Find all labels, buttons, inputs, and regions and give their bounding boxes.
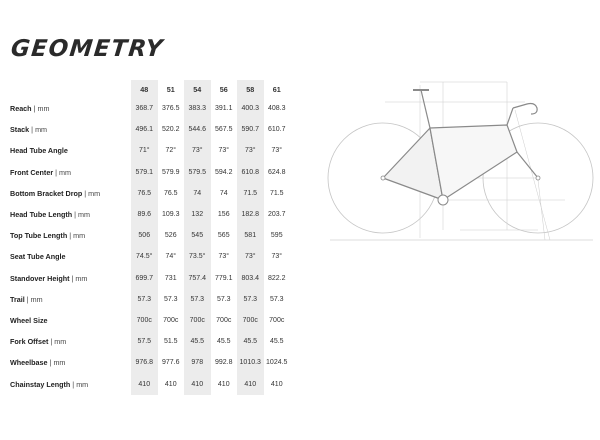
geometry-row [10, 162, 290, 183]
geometry-row [10, 119, 290, 140]
row-label [10, 268, 131, 289]
geometry-value: 700c [163, 316, 179, 324]
row-label-text: Trail [10, 294, 25, 304]
row-unit: mm [59, 167, 71, 177]
row-label [10, 119, 131, 140]
geometry-value: 368.7 [131, 98, 158, 119]
row-unit: mm [54, 337, 67, 347]
row-label [10, 352, 131, 373]
geometry-value: 156 [217, 211, 230, 219]
geometry-row [10, 204, 290, 225]
geometry-value: 567.5 [214, 126, 233, 134]
geometry-value: 408.3 [267, 105, 286, 113]
geometry-value: 410 [184, 373, 211, 394]
geometry-value: 822.2 [267, 274, 286, 282]
geometry-value: 581 [237, 225, 264, 246]
page-title: GEOMETRY [9, 36, 166, 62]
geometry-value: 757.4 [184, 268, 211, 289]
geometry-value: 73° [218, 147, 230, 155]
geometry-value: 89.6 [131, 204, 158, 225]
size-header: 54 [184, 80, 211, 98]
geometry-value: 109.3 [161, 211, 180, 219]
geometry-value: 376.5 [161, 105, 180, 113]
geometry-row [10, 225, 290, 246]
row-unit: mm [35, 125, 48, 135]
row-unit: mm [78, 210, 91, 220]
row-label-text: Wheel Size [10, 315, 48, 325]
geometry-value: 699.7 [131, 268, 158, 289]
size-header: 48 [131, 80, 158, 98]
geometry-value: 544.6 [184, 119, 211, 140]
row-label [10, 140, 131, 161]
geometry-value: 410 [237, 373, 264, 394]
row-label [10, 310, 131, 331]
geometry-value: 45.5 [184, 331, 211, 352]
geometry-value: 72° [165, 147, 177, 155]
geometry-value: 391.1 [214, 105, 233, 113]
geometry-value: 610.7 [267, 126, 286, 134]
geometry-value: 978 [184, 352, 211, 373]
size-header: 58 [237, 80, 264, 98]
geometry-value: 57.3 [163, 295, 178, 303]
geometry-value: 520.2 [161, 126, 180, 134]
geometry-value: 506 [131, 225, 158, 246]
geometry-row [10, 98, 290, 119]
geometry-value: 76.5 [163, 189, 178, 197]
row-label [10, 98, 131, 119]
geometry-value: 803.4 [237, 268, 264, 289]
geometry-row [10, 373, 290, 394]
geometry-value: 595 [270, 232, 283, 240]
row-unit: mm [75, 273, 88, 283]
row-label-text: Head Tube Length [10, 210, 73, 220]
row-unit: mm [88, 188, 101, 198]
row-unit: mm [30, 294, 43, 304]
row-label-text: Fork Offset [10, 337, 49, 347]
geometry-value: 700c [237, 310, 264, 331]
geometry-value: 400.3 [237, 98, 264, 119]
geometry-row [10, 310, 290, 331]
geometry-value: 73° [271, 253, 283, 261]
size-header: 56 [219, 84, 228, 94]
row-label-text: Stack [10, 125, 30, 135]
geometry-value: 1010.3 [237, 352, 264, 373]
row-separator: | [48, 337, 55, 347]
row-label [10, 204, 131, 225]
row-unit: mm [37, 104, 50, 114]
geometry-value: 700c [184, 310, 211, 331]
geometry-value: 57.3 [216, 295, 231, 303]
geometry-row [10, 140, 290, 161]
geometry-value: 57.3 [131, 289, 158, 310]
geometry-value: 496.1 [131, 119, 158, 140]
geometry-table [10, 80, 290, 395]
geometry-value: 73° [184, 140, 211, 161]
geometry-value: 594.2 [214, 168, 233, 176]
row-separator: | [31, 104, 38, 114]
row-separator: | [67, 231, 74, 241]
size-header-row [10, 80, 290, 98]
row-label [10, 373, 131, 394]
geometry-value: 779.1 [214, 274, 233, 282]
geometry-value: 76.5 [131, 183, 158, 204]
geometry-row [10, 331, 290, 352]
geometry-value: 977.6 [161, 359, 180, 367]
row-label [10, 246, 131, 267]
geometry-value: 71° [131, 140, 158, 161]
geometry-value: 74° [165, 253, 177, 261]
geometry-value: 410 [270, 380, 283, 388]
row-label [10, 331, 131, 352]
geometry-value: 590.7 [237, 119, 264, 140]
geometry-value: 383.3 [184, 98, 211, 119]
row-label-text: Bottom Bracket Drop [10, 188, 83, 198]
geometry-value: 57.5 [131, 331, 158, 352]
geometry-row [10, 289, 290, 310]
geometry-value: 976.8 [131, 352, 158, 373]
size-header: 51 [166, 84, 175, 94]
row-unit: mm [73, 231, 86, 241]
geometry-value: 132 [184, 204, 211, 225]
geometry-value: 74 [184, 183, 211, 204]
geometry-value: 700c [269, 316, 285, 324]
geometry-value: 73° [271, 147, 283, 155]
geometry-row [10, 183, 290, 204]
row-unit: mm [76, 379, 89, 389]
row-label-text: Reach [10, 104, 32, 114]
row-separator: | [29, 125, 36, 135]
geometry-value: 579.5 [184, 162, 211, 183]
row-label-text: Front Center [10, 167, 54, 177]
geometry-value: 700c [216, 316, 232, 324]
row-label-text: Standover Height [10, 273, 70, 283]
row-separator: | [69, 273, 76, 283]
row-label [10, 162, 131, 183]
geometry-value: 57.3 [237, 289, 264, 310]
row-label-text: Seat Tube Angle [10, 252, 66, 262]
geometry-value: 410 [131, 373, 158, 394]
geometry-value: 992.8 [214, 359, 233, 367]
row-separator: | [47, 358, 54, 368]
geometry-value: 182.8 [237, 204, 264, 225]
geometry-row [10, 246, 290, 267]
row-separator: | [70, 379, 77, 389]
geometry-value: 73° [237, 246, 264, 267]
geometry-row [10, 268, 290, 289]
geometry-value: 71.5 [269, 189, 284, 197]
geometry-value: 410 [164, 380, 177, 388]
row-label [10, 183, 131, 204]
geometry-value: 526 [164, 232, 177, 240]
geometry-value: 74.5° [131, 246, 158, 267]
geometry-value: 73.5° [184, 246, 211, 267]
geometry-value: 45.5 [237, 331, 264, 352]
label-header [10, 80, 131, 98]
geometry-value: 1024.5 [266, 359, 288, 367]
row-label-text: Head Tube Angle [10, 146, 68, 156]
row-label-text: Chainstay Length [10, 379, 71, 389]
geometry-value: 71.5 [237, 183, 264, 204]
geometry-value: 45.5 [216, 338, 231, 346]
geometry-row [10, 352, 290, 373]
geometry-value: 73° [237, 140, 264, 161]
row-separator: | [24, 294, 31, 304]
geometry-value: 203.7 [267, 211, 286, 219]
geometry-value: 731 [164, 274, 177, 282]
row-unit: mm [53, 358, 66, 368]
geometry-value: 545 [184, 225, 211, 246]
bike-geometry-diagram [325, 70, 595, 250]
row-separator: | [53, 167, 59, 177]
geometry-value: 410 [217, 380, 230, 388]
geometry-value: 45.5 [269, 338, 284, 346]
geometry-value: 579.1 [131, 162, 158, 183]
row-label-text: Top Tube Length [10, 231, 68, 241]
size-header: 61 [272, 84, 281, 94]
geometry-value: 565 [217, 232, 230, 240]
row-label-text: Wheelbase [10, 358, 48, 368]
row-separator: | [72, 210, 79, 220]
bike-frame [383, 90, 538, 200]
geometry-value: 579.9 [161, 168, 180, 176]
geometry-value: 51.5 [163, 338, 178, 346]
geometry-value: 610.8 [237, 162, 264, 183]
row-separator: | [82, 188, 89, 198]
geometry-value: 624.8 [267, 168, 286, 176]
row-label [10, 225, 131, 246]
geometry-value: 57.3 [269, 295, 284, 303]
geometry-value: 74 [219, 189, 228, 197]
geometry-value: 700c [131, 310, 158, 331]
geometry-value: 73° [218, 253, 230, 261]
geometry-value: 57.3 [184, 289, 211, 310]
row-label [10, 289, 131, 310]
